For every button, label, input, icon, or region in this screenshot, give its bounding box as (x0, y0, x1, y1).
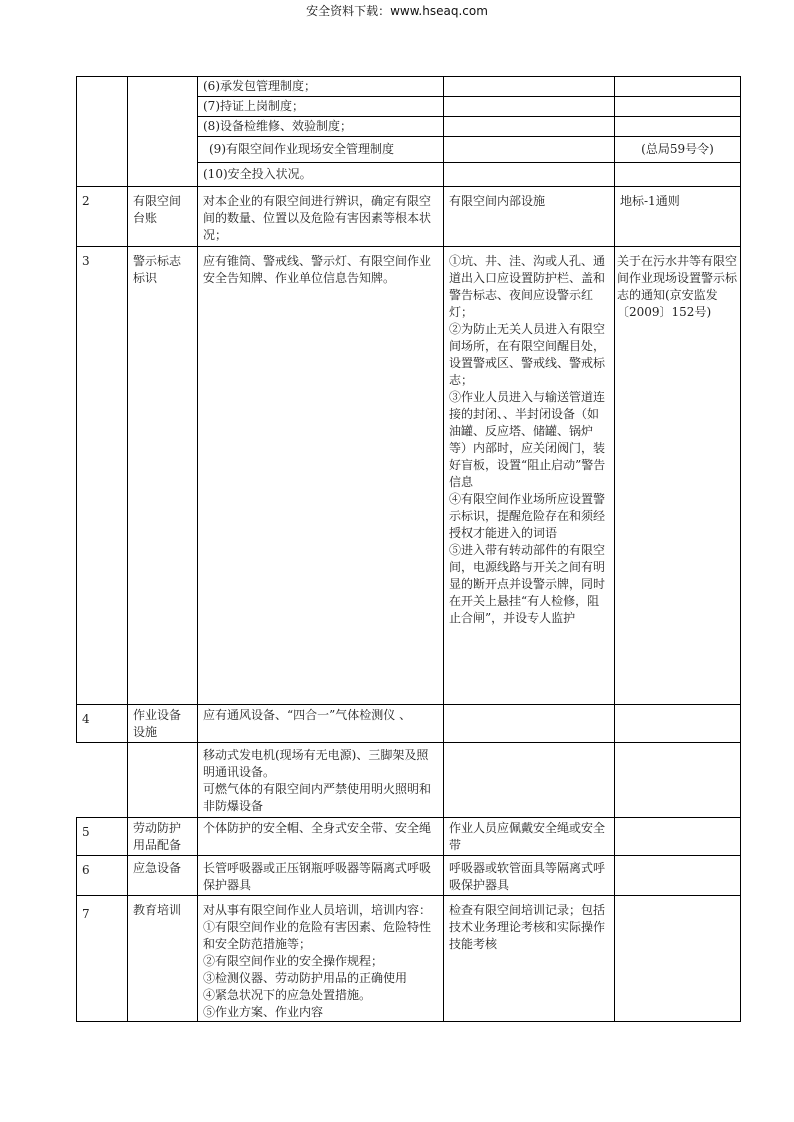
cell-item (128, 187, 198, 247)
cell-item-blank (128, 743, 198, 818)
req-text: 移动式发电机(现场有无电源)、三脚架及照明通讯设备。 (203, 748, 429, 779)
cell-req (198, 117, 444, 137)
row-number: 6 (82, 863, 90, 877)
cell-basis (615, 247, 741, 705)
cell-item (128, 896, 198, 1022)
cell-basis (615, 818, 741, 856)
cell-check (444, 856, 615, 896)
req-text: 应有锥筒、警戒线、警示灯、有限空间作业安全告知牌、作业单位信息告知牌。 (203, 254, 432, 285)
cell-check (444, 187, 615, 247)
cell-check (444, 117, 615, 137)
check-item: ⑤进入带有转动部件的有限空间，电源线路与开关之间有明显的断开点并设警示牌，同时在开关上悬挂“有人检修，阻止合闸”，并设专人监护 (449, 543, 606, 625)
check-item: ①坑、井、洼、沟或人孔、通道出入口应设置防护栏、盖和警告标志、夜间应设警示红灯； (449, 254, 606, 319)
req-text: 对从事有限空间作业人员培训，培训内容： (203, 903, 432, 917)
page-header (0, 2, 794, 19)
row-number: 4 (82, 712, 90, 726)
req-text: (6)承发包管理制度； (203, 79, 316, 93)
item-text: 警示标志标识 (133, 254, 182, 285)
safety-requirements-table (76, 76, 741, 1022)
cell-no (77, 856, 128, 896)
check-item: ④有限空间作业场所应设置警示标识，提醒危险存在和须经授权才能进入的词语 (449, 492, 606, 540)
req-text: 长管呼吸器或正压钢瓶呼吸器等隔离式呼吸保护器具 (203, 861, 432, 892)
cell-req (198, 896, 444, 1022)
req-text: 可燃气体的有限空间内严禁使用明火照明和非防爆设备 (203, 782, 432, 813)
cell-check (444, 97, 615, 117)
cell-basis (615, 97, 741, 117)
cell-item (128, 705, 198, 743)
document-page (76, 76, 740, 1022)
cell-no (77, 818, 128, 856)
item-text: 教育培训 (133, 903, 182, 917)
cell-no (77, 187, 128, 247)
cell-no (77, 247, 128, 705)
req-text: ⑤作业方案、作业内容 (203, 1005, 324, 1019)
req-text: ④紧急状况下的应急处置措施。 (203, 988, 372, 1002)
req-text: 个体防护的安全帽、全身式安全带、安全绳 (203, 821, 432, 835)
table-row (77, 77, 741, 97)
cell-basis (615, 896, 741, 1022)
req-text: 对本企业的有限空间进行辨识，确定有限空间的数量、位置以及危险有害因素等根本状况； (203, 194, 432, 242)
table-row (77, 247, 741, 705)
cell-req (198, 743, 444, 818)
table-row (77, 818, 741, 856)
table-row (77, 187, 741, 247)
check-text: 呼吸器或软管面具等隔离式呼吸保护器具 (449, 861, 606, 892)
check-text: 检查有限空间培训记录；包括技术业务理论考核和实际操作技能考核 (449, 903, 606, 951)
cell-req (198, 137, 444, 163)
row-number: 5 (82, 825, 90, 839)
req-text: (8)设备检维修、效验制度； (203, 119, 352, 133)
check-text: 有限空间内部设施 (449, 194, 546, 208)
req-text: ①有限空间作业的危险有害因素、危险特性和安全防范措施等； (203, 920, 432, 951)
cell-no (77, 896, 128, 1022)
item-text: 作业设备设施 (133, 708, 182, 739)
basis-text: (总局59号令) (641, 142, 714, 156)
table-row (77, 705, 741, 743)
cell-item (128, 818, 198, 856)
cell-basis (615, 705, 741, 743)
cell-req (198, 247, 444, 705)
req-text: ③检测仪器、劳动防护用品的正确使用 (203, 971, 408, 985)
check-text: 作业人员应佩戴安全绳或安全带 (449, 821, 606, 852)
cell-basis (615, 137, 741, 163)
basis-text: 地标-1通则 (620, 194, 680, 208)
header-text: 安全资料下载：www.hseaq.com (306, 4, 488, 18)
cell-check (444, 818, 615, 856)
cell-req (198, 705, 444, 743)
req-text: ②有限空间作业的安全操作规程； (203, 954, 384, 968)
row-number: 7 (82, 907, 90, 921)
cell-req (198, 163, 444, 187)
cell-basis (615, 163, 741, 187)
cell-check (444, 705, 615, 743)
cell-check (444, 77, 615, 97)
cell-item (128, 856, 198, 896)
cell-check (444, 163, 615, 187)
table-row (77, 856, 741, 896)
item-text: 有限空间台账 (133, 194, 182, 225)
table-row (77, 743, 741, 818)
cell-basis (615, 117, 741, 137)
basis-text: 关于在污水井等有限空间作业现场设置警示标志的通知(京安监发〔2009〕152号) (617, 254, 738, 319)
cell-item (128, 77, 198, 187)
cell-no (77, 77, 128, 187)
check-item: ②为防止无关人员进入有限空间场所，在有限空间醒目处，设置警戒区、警戒线、警戒标志； (449, 322, 606, 387)
check-item: ③作业人员进入与输送管道连接的封闭、、半封闭设备（如油罐、反应塔、储罐、锅炉等）内部时，应关闭阀门，装好盲板，设置“阻止启动”警告信息 (449, 390, 606, 489)
cell-item (128, 247, 198, 705)
cell-basis (615, 856, 741, 896)
cell-check (444, 896, 615, 1022)
table-row (77, 896, 741, 1022)
req-text: (10)安全投入状况。 (203, 167, 312, 181)
req-text: (9)有限空间作业现场安全管理制度 (209, 142, 394, 156)
cell-check (444, 137, 615, 163)
cell-basis (615, 77, 741, 97)
cell-check (444, 743, 615, 818)
cell-req (198, 77, 444, 97)
item-text: 劳动防护用品配备 (133, 821, 182, 852)
cell-no-blank (77, 743, 128, 818)
req-text: 应有通风设备、“四合一”气体检测仪 、 (203, 708, 412, 722)
cell-basis (615, 187, 741, 247)
req-text: (7)持证上岗制度； (203, 99, 304, 113)
cell-no (77, 705, 128, 743)
item-text: 应急设备 (133, 861, 182, 875)
cell-req (198, 818, 444, 856)
cell-req (198, 97, 444, 117)
row-number: 3 (82, 254, 90, 268)
cell-check (444, 247, 615, 705)
cell-req (198, 187, 444, 247)
row-number: 2 (82, 194, 90, 208)
cell-basis (615, 743, 741, 818)
cell-req (198, 856, 444, 896)
